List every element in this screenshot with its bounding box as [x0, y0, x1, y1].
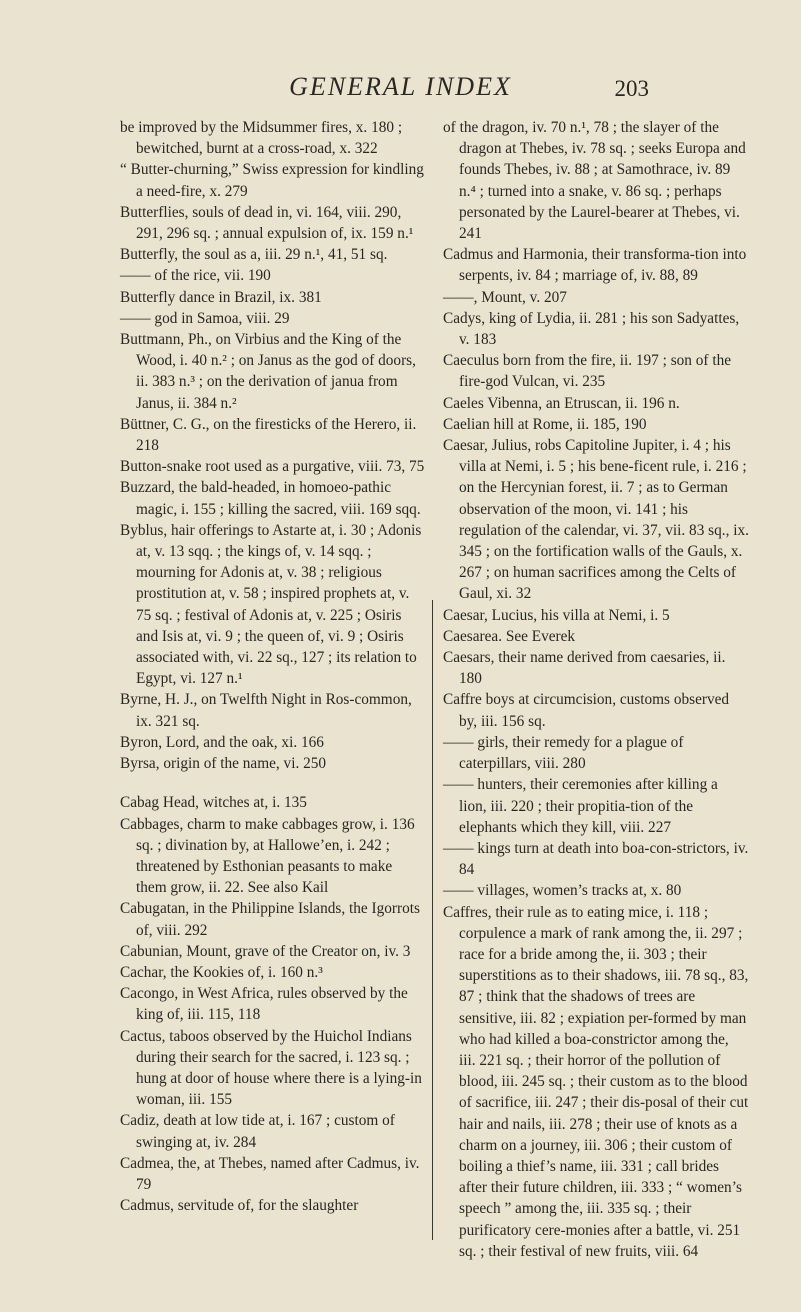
page-title: GENERAL INDEX — [289, 72, 512, 101]
index-entry: Byron, Lord, and the oak, xi. 166 — [120, 733, 324, 751]
index-entry: —— hunters, their ceremonies after killing a lion, iii. 220 ; their propitia-tion of the elephants which they kill, viii. 227 — [443, 776, 718, 836]
index-entry: ——, Mount, v. 207 — [443, 288, 567, 306]
index-entry: Caesar, Julius, robs Capitoline Jupiter, i. 4 ; his villa at Nemi, i. 5 ; his bene-ficent rule, i. 216 ; on the Hercynian forest, ii. 7 ; as to German observation of the moon, vi. 141 ; his regulation of the calendar, vi. 37, vii. 83 sq., ix. 345 ; on the fortification walls of the Gauls, x. 267 ; on human sacrifices among the Celts of Gaul, xi. 32 — [443, 437, 749, 603]
index-entry: Caffre boys at circumcision, customs observed by, iii. 156 sq. — [443, 691, 730, 730]
index-entry: Cacongo, in West Africa, rules observed by the king of, iii. 115, 118 — [120, 985, 408, 1024]
index-entry: Buttmann, Ph., on Virbius and the King of the Wood, i. 40 n.² ; on Janus as the god of doors, ii. 383 n.³ ; on the derivation of janua from Janus, ii. 384 n.² — [120, 331, 416, 412]
index-entry: Büttner, C. G., on the firesticks of the Herero, ii. 218 — [120, 415, 417, 455]
running-header — [0, 72, 801, 112]
index-entry: be improved by the Midsummer fires, x. 180 ; bewitched, burnt at a cross-road, x. 322 — [120, 119, 403, 158]
index-entry: Byrne, H. J., on Twelfth Night in Ros-common, ix. 321 sq. — [120, 691, 412, 730]
index-entry: Button-snake root used as a purgative, viii. 73, 75 — [120, 458, 425, 476]
index-entry: Cadmus, servitude of, for the slaughter — [120, 1197, 359, 1215]
index-entry: Caesarea. See Everek — [443, 627, 576, 645]
index-entry: —— god in Samoa, viii. 29 — [120, 309, 290, 327]
index-entry: Byrsa, origin of the name, vi. 250 — [120, 755, 327, 773]
page-number: 203 — [614, 76, 649, 101]
index-entry: Byblus, hair offerings to Astarte at, i. 30 ; Adonis at, v. 13 sqq. ; the kings of, v. 14 sqq. ; mourning for Adonis at, v. 38 ; religious prostitution at, v. 58 ; inspired prophets at, v. 75 sq. ; festival of Adonis at, v. 225 ; Osiris and Isis at, vi. 9 ; the queen of, vi. 9 ; Osiris associated with, vi. 22 sq., 127 ; its relation to Egypt, vi. 127 n.¹ — [120, 521, 422, 688]
column-divider — [432, 600, 433, 1240]
index-entry: Cadiz, death at low tide at, i. 167 ; custom of swinging at, iv. 284 — [120, 1112, 395, 1151]
index-entry: Caesars, their name derived from caesaries, ii. 180 — [443, 649, 726, 688]
index-entry: —— of the rice, vii. 190 — [120, 267, 271, 285]
index-entry: Cachar, the Kookies of, i. 160 n.³ — [120, 963, 323, 981]
index-entry: Butterfly, the soul as a, iii. 29 n.¹, 41, 51 sq. — [120, 246, 388, 264]
index-entry: Caeles Vibenna, an Etruscan, ii. 196 n. — [443, 394, 680, 412]
index-entry: Caffres, their rule as to eating mice, i. 118 ; corpulence a mark of rank among the, ii. 297 ; race for a bride among the, ii. 303 ; their superstitions as to their shadows, iii. 78 sq., 83, 87 ; think that the shadows of trees are sensitive, iii. 82 ; expiation per-formed by man who had killed a boa-constrictor among the, iii. 221 sq. ; their horror of the pollution of blood, iii. 245 sq. ; their custom as to the blood of sacrifice, iii. 247 ; their dis-posal of their cut hair and nails, iii. 278 ; their use of knots as a charm on a journey, iii. 306 ; their custom of boiling a thief’s name, iii. 331 ; call brides after their future children, iii. 333 ; “ women’s speech ” among the, iii. 335 sq. ; their purificatory cere-monies after a battle, vi. 251 sq. ; their festival of new fruits, viii. 64 — [443, 903, 749, 1260]
index-entry: Butterflies, souls of dead in, vi. 164, viii. 290, 291, 296 sq. ; annual expulsion of, ix. 159 n.¹ — [120, 203, 414, 243]
index-entry: Cactus, taboos observed by the Huichol Indians during their search for the sacred, i. 123 sq. ; hung at door of house where there is a lying-in woman, iii. 155 — [120, 1027, 422, 1109]
index-entry: —— girls, their remedy for a plague of caterpillars, viii. 280 — [443, 733, 684, 773]
index-entry: Cadys, king of Lydia, ii. 281 ; his son Sadyattes, v. 183 — [443, 309, 740, 349]
left-column — [120, 117, 426, 1216]
index-entry: —— villages, women’s tracks at, x. 80 — [443, 882, 682, 900]
index-entry: of the dragon, iv. 70 n.¹, 78 ; the slayer of the dragon at Thebes, iv. 78 sq. ; seeks Europa and founds Thebes, iv. 88 ; at Samothrace, iv. 89 n.⁴ ; turned into a snake, v. 86 sq. ; perhaps personated by the Laurel-bearer at Thebes, vi. 241 — [443, 119, 746, 243]
index-entry: Cabugatan, in the Philippine Islands, the Igorrots of, viii. 292 — [120, 900, 420, 939]
index-entry: Butterfly dance in Brazil, ix. 381 — [120, 288, 322, 306]
index-entry: Caelian hill at Rome, ii. 185, 190 — [443, 415, 647, 433]
index-entry: Caesar, Lucius, his villa at Nemi, i. 5 — [443, 606, 670, 624]
right-column — [443, 117, 749, 1262]
index-entry: Buzzard, the bald-headed, in homoeo-pathic magic, i. 155 ; killing the sacred, viii. 169 sqq. — [120, 479, 421, 518]
index-entry: Caeculus born from the fire, ii. 197 ; son of the fire-god Vulcan, vi. 235 — [443, 352, 732, 391]
index-entry: “ Butter-churning,” Swiss expression for kindling a need-fire, x. 279 — [120, 161, 424, 200]
index-entry: Cabbages, charm to make cabbages grow, i. 136 sq. ; divination by, at Hallowe’en, i. 242 ; threatened by Esthonian peasants to make them grow, ii. 22. See also Kail — [120, 815, 415, 897]
section-gap — [120, 774, 426, 792]
index-entry: —— kings turn at death into boa-con-strictors, iv. 84 — [443, 839, 749, 879]
index-entry: Cadmea, the, at Thebes, named after Cadmus, iv. 79 — [120, 1154, 420, 1193]
index-entry: Cabag Head, witches at, i. 135 — [120, 794, 307, 812]
index-entry: Cadmus and Harmonia, their transforma-tion into serpents, iv. 84 ; marriage of, iv. 88, 89 — [443, 246, 747, 285]
index-entry: Cabunian, Mount, grave of the Creator on, iv. 3 — [120, 942, 411, 960]
